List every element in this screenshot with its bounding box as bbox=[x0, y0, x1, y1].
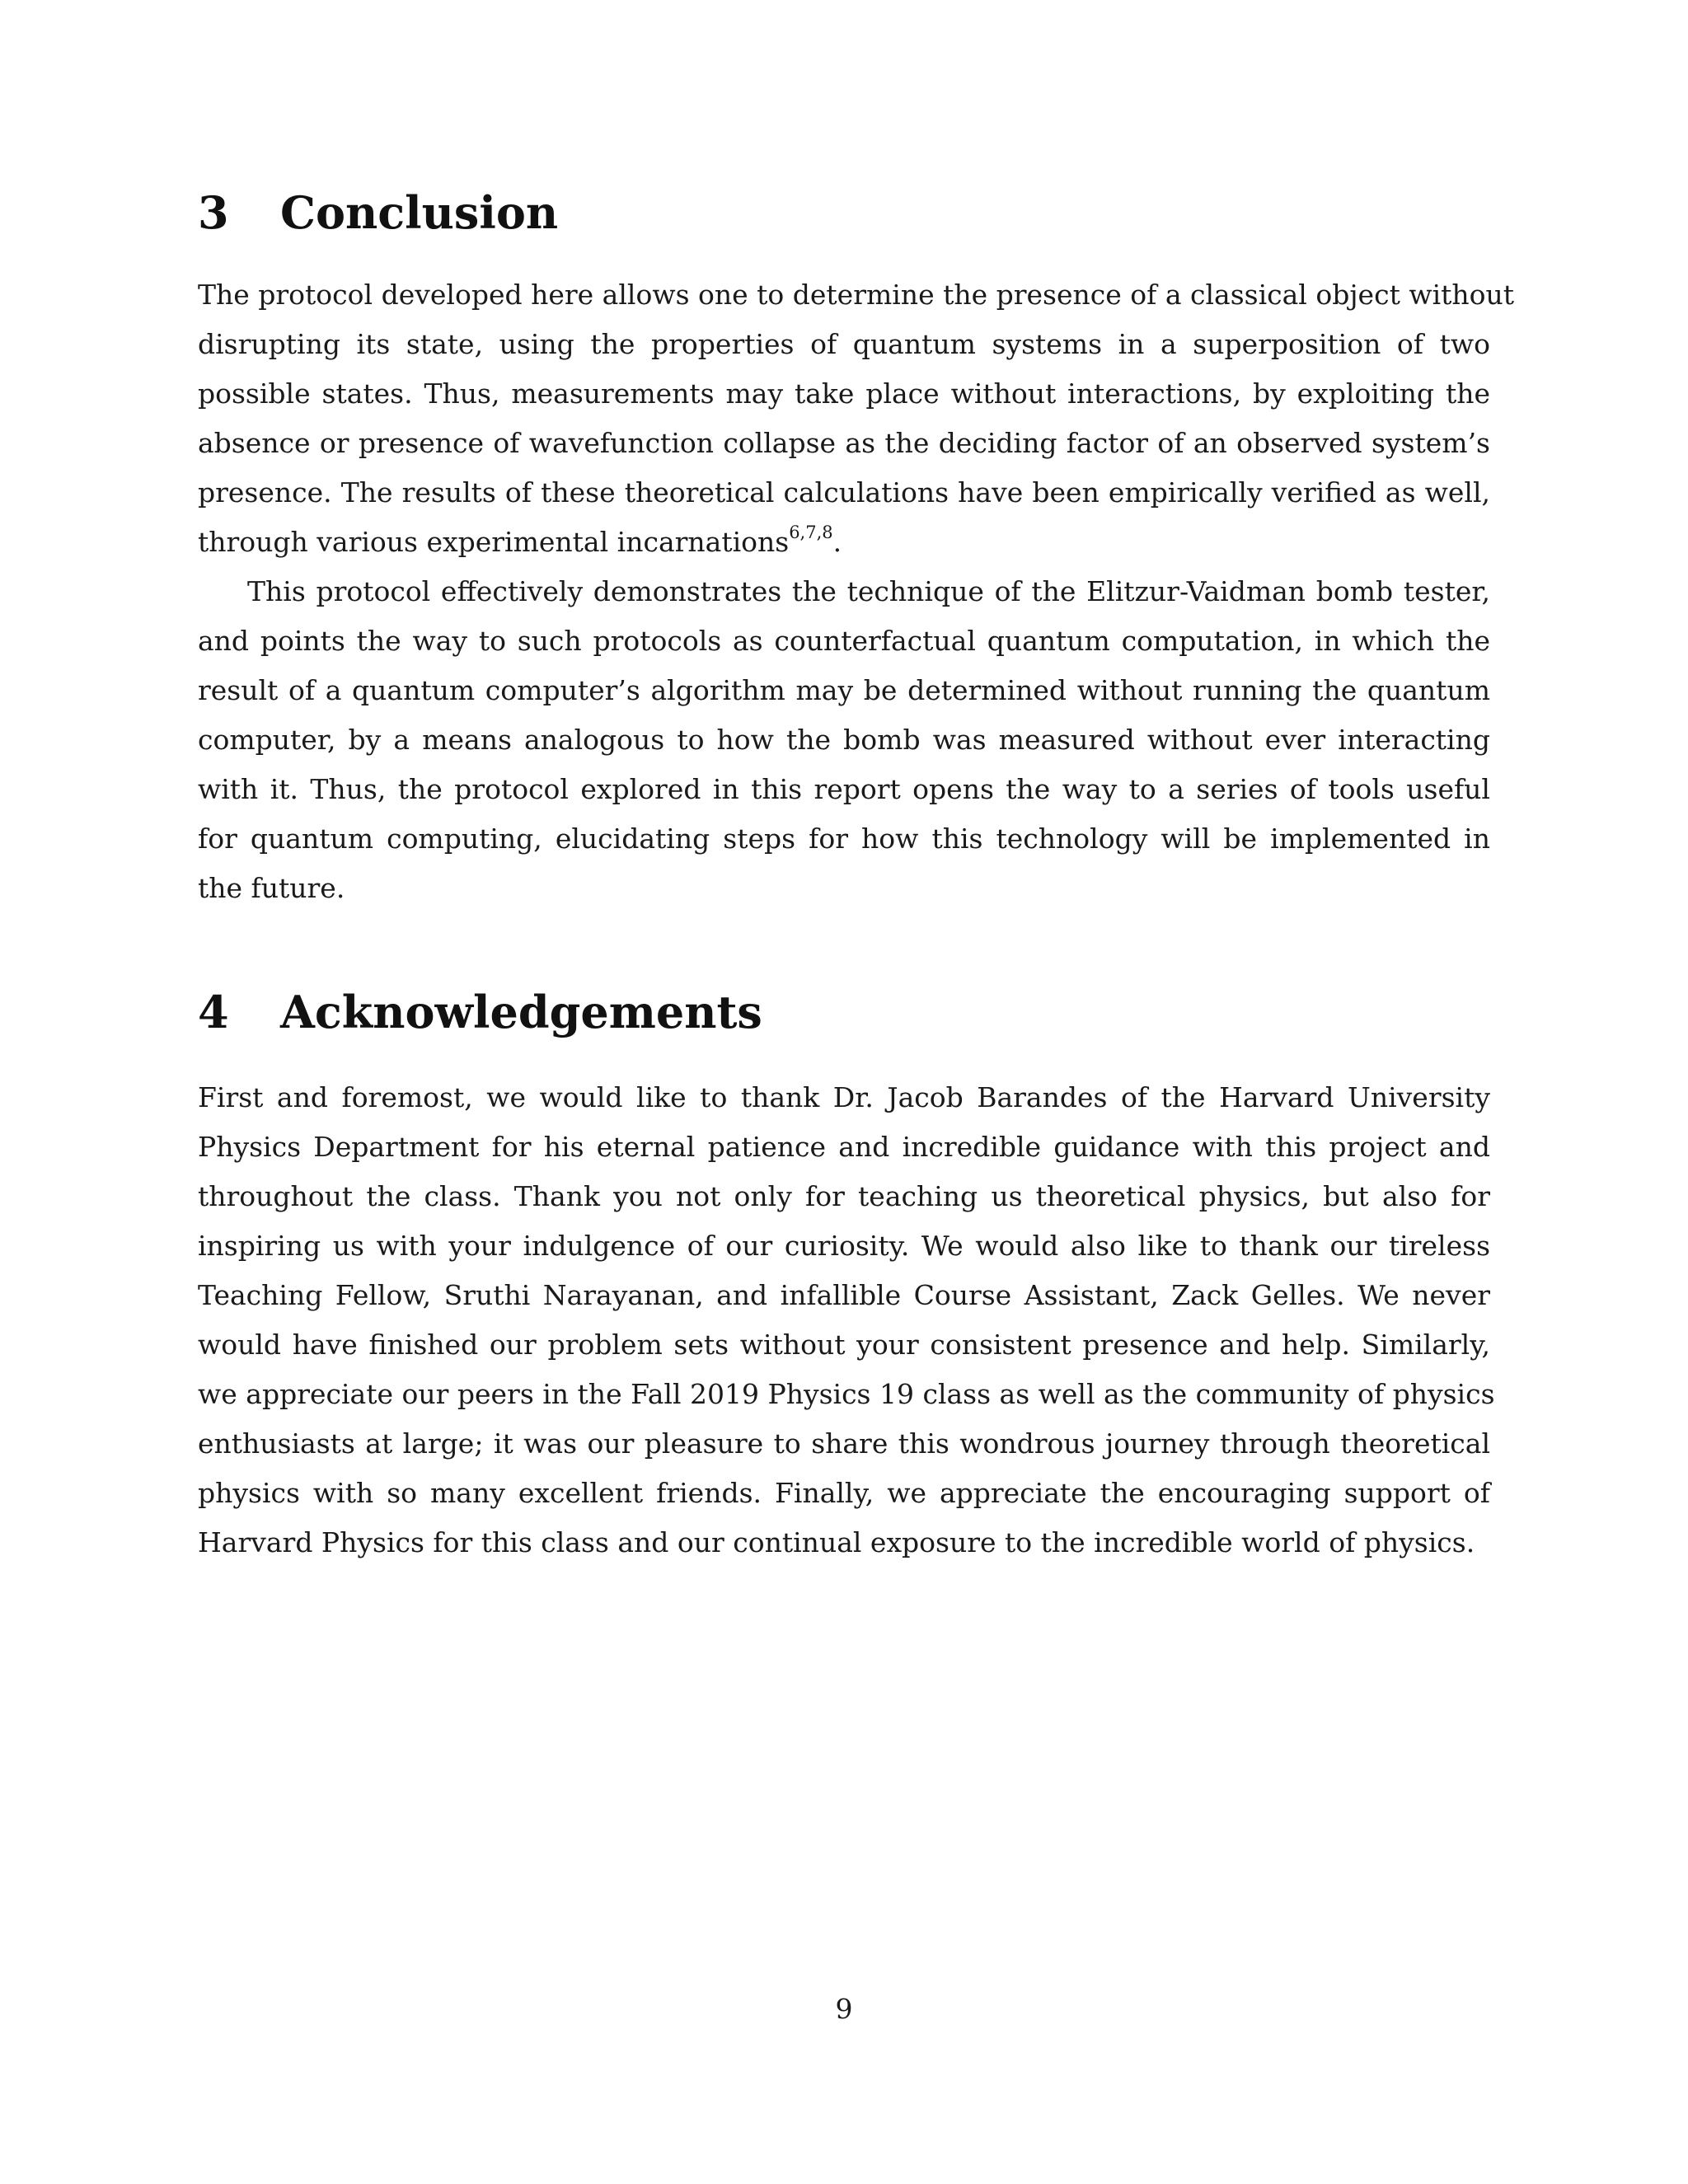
section-acknowledgements bbox=[198, 986, 1495, 1568]
text-line: through various experimental incarnations bbox=[198, 526, 790, 558]
text-line: enthusiasts at large; it was our pleasure to share this wondrous journey through theoretical bbox=[198, 1427, 1490, 1460]
conclusion-paragraph-1 bbox=[198, 270, 1515, 567]
section-number: 3 bbox=[198, 186, 229, 239]
text-line: with it. Thus, the protocol explored in this report opens the way to a series of tools useful bbox=[198, 773, 1490, 805]
text-line: we appreciate our peers in the Fall 2019 Physics 19 class as well as the community of physics bbox=[198, 1378, 1495, 1410]
text-line: possible states. Thus, measurements may take place without interactions, by exploiting the bbox=[198, 377, 1490, 410]
text-line: and points the way to such protocols as counterfactual quantum computation, in which the bbox=[198, 625, 1490, 657]
text-line: Harvard Physics for this class and our continual exposure to the incredible world of physics. bbox=[198, 1526, 1475, 1558]
conclusion-paragraph-2 bbox=[198, 567, 1490, 913]
section-heading bbox=[198, 188, 1490, 237]
citation-tail: . bbox=[832, 526, 842, 558]
text-line-with-citation bbox=[198, 518, 1490, 567]
text-line: would have finished our problem sets without your consistent presence and help. Similarly, bbox=[198, 1329, 1490, 1361]
text-line: disrupting its state, using the properties of quantum systems in a superposition of two bbox=[198, 328, 1490, 360]
text-line: inspiring us with your indulgence of our curiosity. We would also like to thank our tireless bbox=[198, 1230, 1490, 1262]
section-number: 4 bbox=[198, 986, 229, 1038]
text-line: absence or presence of wavefunction collapse as the deciding factor of an observed system’s bbox=[198, 427, 1490, 459]
text-line: the future. bbox=[198, 872, 345, 904]
text-line: Teaching Fellow, Sruthi Narayanan, and infallible Course Assistant, Zack Gelles. We never bbox=[198, 1279, 1490, 1311]
section-heading bbox=[198, 987, 1490, 1037]
text-line: First and foremost, we would like to thank Dr. Jacob Barandes of the Harvard University bbox=[198, 1081, 1490, 1113]
text-line: throughout the class. Thank you not only for teaching us theoretical physics, but also for bbox=[198, 1180, 1490, 1212]
text-line: for quantum computing, elucidating steps for how this technology will be implemented in bbox=[198, 823, 1490, 855]
citation-superscript: 6,7,8 bbox=[789, 523, 833, 542]
text-line: presence. The results of these theoretical calculations have been empirically verified as well, bbox=[198, 476, 1490, 509]
section-title: Conclusion bbox=[280, 186, 559, 239]
text-line: physics with so many excellent friends. Finally, we appreciate the encouraging support of bbox=[198, 1477, 1490, 1509]
page-number: 9 bbox=[835, 1993, 853, 2025]
section-title: Acknowledgements bbox=[280, 986, 762, 1038]
text-line: Physics Department for his eternal patience and incredible guidance with this project and bbox=[198, 1131, 1490, 1163]
text-line: The protocol developed here allows one to determine the presence of a classical object without bbox=[198, 279, 1515, 311]
section-conclusion bbox=[198, 186, 1515, 913]
acknowledgements-paragraph bbox=[198, 1073, 1495, 1568]
text-line: computer, by a means analogous to how the bomb was measured without ever interacting bbox=[198, 724, 1490, 756]
text-line: This protocol effectively demonstrates the technique of the Elitzur-Vaidman bomb tester, bbox=[247, 575, 1490, 607]
document-page bbox=[198, 0, 1515, 2184]
text-line: result of a quantum computer’s algorithm may be determined without running the quantum bbox=[198, 674, 1490, 706]
